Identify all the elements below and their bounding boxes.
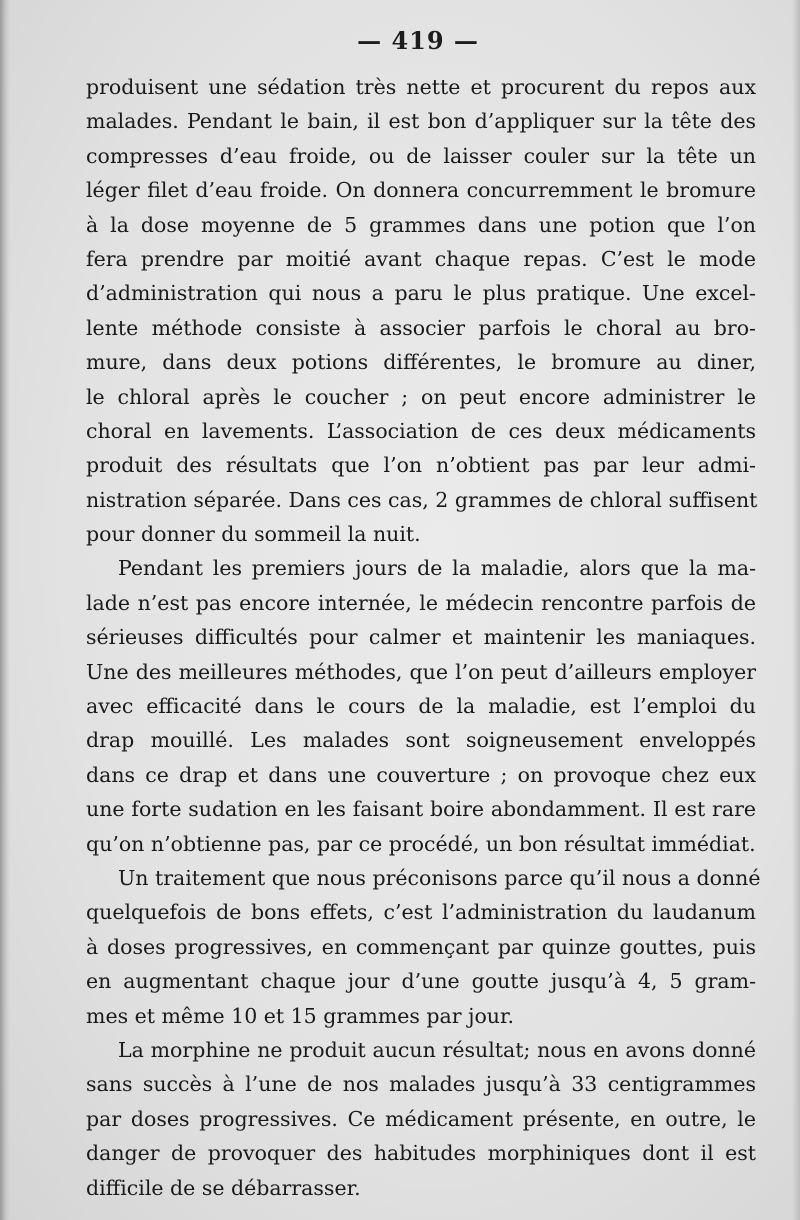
text-line: Une des meilleures méthodes, que l’on peut d’ailleurs employer <box>86 659 756 684</box>
text-line: à doses progressives, en commençant par quinze gouttes, puis <box>86 934 756 959</box>
text-line: produit des résultats que l’on n’obtient pas par leur admi- <box>86 453 756 478</box>
text-line: drap mouillé. Les malades sont soigneusement enveloppés <box>86 728 756 753</box>
text-line: léger filet d’eau froide. On donnera concurremment le bromure <box>86 178 756 203</box>
page-edge-shadow <box>792 0 800 1220</box>
text-line: par doses progressives. Ce médicament présente, en outre, le <box>86 1106 756 1131</box>
text-line: lente méthode consiste à associer parfois le choral au bro- <box>86 315 756 340</box>
text-line: dans ce drap et dans une couverture ; on provoque chez eux <box>86 762 756 787</box>
text-line: nistration séparée. Dans ces cas, 2 grammes de chloral suffisent <box>86 487 758 512</box>
text-line: mes et même 10 et 15 grammes par jour. <box>86 1003 515 1028</box>
text-line: malades. Pendant le bain, il est bon d’appliquer sur la tête des <box>86 109 756 134</box>
text-line: une forte sudation en les faisant boire abondamment. Il est rare <box>86 797 756 822</box>
text-line: produisent une sédation très nette et procurent du repos aux <box>86 75 756 99</box>
text-line: fera prendre par moitié avant chaque repas. C’est le mode <box>86 246 756 271</box>
text-line: Pendant les premiers jours de la maladie, alors que la ma- <box>118 556 756 581</box>
body-text <box>86 70 761 1205</box>
text-line: danger de provoquer des habitudes morphiniques dont il est <box>86 1141 756 1166</box>
text-line: choral en lavements. L’association de ces deux médicaments <box>86 418 756 443</box>
text-line: pour donner du sommeil la nuit. <box>86 522 421 547</box>
text-line: sérieuses difficultés pour calmer et maintenir les maniaques. <box>86 625 756 650</box>
text-line: avec efficacité dans le cours de la maladie, est l’emploi du <box>86 694 756 719</box>
text-line: à la dose moyenne de 5 grammes dans une potion que l’on <box>86 212 756 237</box>
text-line: en augmentant chaque jour d’une goutte jusqu’à 4, 5 gram- <box>86 969 756 994</box>
text-line: qu’on n’obtienne pas, par ce procédé, un bon résultat immédiat. <box>86 831 756 856</box>
text-line: mure, dans deux potions différentes, le bromure au diner, <box>86 350 756 375</box>
text-line: sans succès à l’une de nos malades jusqu’à 33 centigrammes <box>86 1072 756 1097</box>
text-line: difficile de se débarrasser. <box>86 1175 361 1200</box>
text-line: d’administration qui nous a paru le plus pratique. Une excel- <box>86 281 756 306</box>
text-line: compresses d’eau froide, ou de laisser couler sur la tête un <box>86 143 756 168</box>
text-line: La morphine ne produit aucun résultat; nous en avons donné <box>118 1037 756 1062</box>
text-line: quelquefois de bons effets, c’est l’administration du laudanum <box>86 900 756 925</box>
text-line: Un traitement que nous préconisons parce qu’il nous a donné <box>118 865 761 890</box>
page-number: — 419 — <box>357 26 479 55</box>
page-gutter-shadow <box>0 0 10 1220</box>
text-line: lade n’est pas encore internée, le médecin rencontre parfois de <box>86 590 756 615</box>
text-line: le chloral après le coucher ; on peut encore administrer le <box>86 384 756 409</box>
